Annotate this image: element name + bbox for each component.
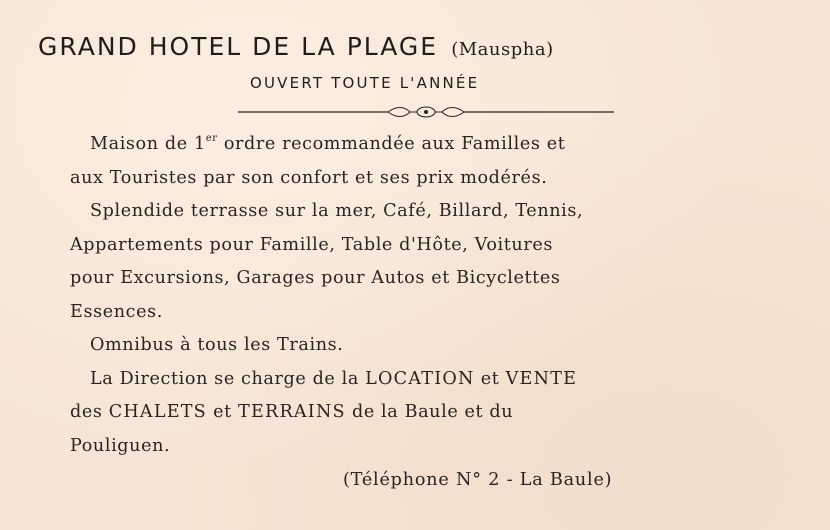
p4-line1-c: et xyxy=(474,368,506,389)
p1-line1-sup: er xyxy=(205,133,218,144)
p1-line1-post: ordre recommandée aux Familles et xyxy=(217,134,566,154)
ornament-divider xyxy=(238,103,614,121)
p4-vente: VENTE xyxy=(505,368,578,389)
p4-location: LOCATION xyxy=(365,368,475,389)
p4-line2-e: de la Baule et du xyxy=(345,402,514,422)
p4-chalets: CHALETS xyxy=(108,402,207,422)
p3-line1: Omnibus à tous les Trains. xyxy=(90,335,344,355)
telephone-line: (Téléphone N° 2 - La Baule) xyxy=(343,470,613,490)
p1-line2: aux Touristes par son confort et ses prix modérés. xyxy=(70,167,548,188)
p1-line1-pre: Maison de 1 xyxy=(90,134,206,154)
p2-line1: Splendide terrasse sur la mer, Café, Billard, Tennis, xyxy=(90,201,584,221)
p4-line2-c: et xyxy=(206,402,239,422)
subtitle: OUVERT TOUTE L'ANNÉE xyxy=(250,74,480,92)
p4-line2-a: des xyxy=(70,402,109,422)
p4-line1 xyxy=(70,363,760,397)
p4-line1-a: La Direction se charge de la xyxy=(90,368,366,389)
p4-terrains: TERRAINS xyxy=(238,402,346,422)
p4-line3: Pouliguen. xyxy=(70,435,171,456)
body-text xyxy=(70,128,760,463)
title-note: (Mauspha) xyxy=(451,39,554,60)
p1-line1-text xyxy=(90,128,565,162)
title-row xyxy=(38,32,798,61)
p1-line1 xyxy=(70,128,760,162)
p4-line2 xyxy=(70,396,760,430)
p2-line4: Essences. xyxy=(70,301,163,322)
p2-line3: pour Excursions, Garages pour Autos et Bicyclettes xyxy=(70,268,561,288)
hotel-title: GRAND HOTEL DE LA PLAGE xyxy=(38,32,439,61)
p2-line2: Appartements pour Famille, Table d'Hôte, Voitures xyxy=(70,234,553,255)
